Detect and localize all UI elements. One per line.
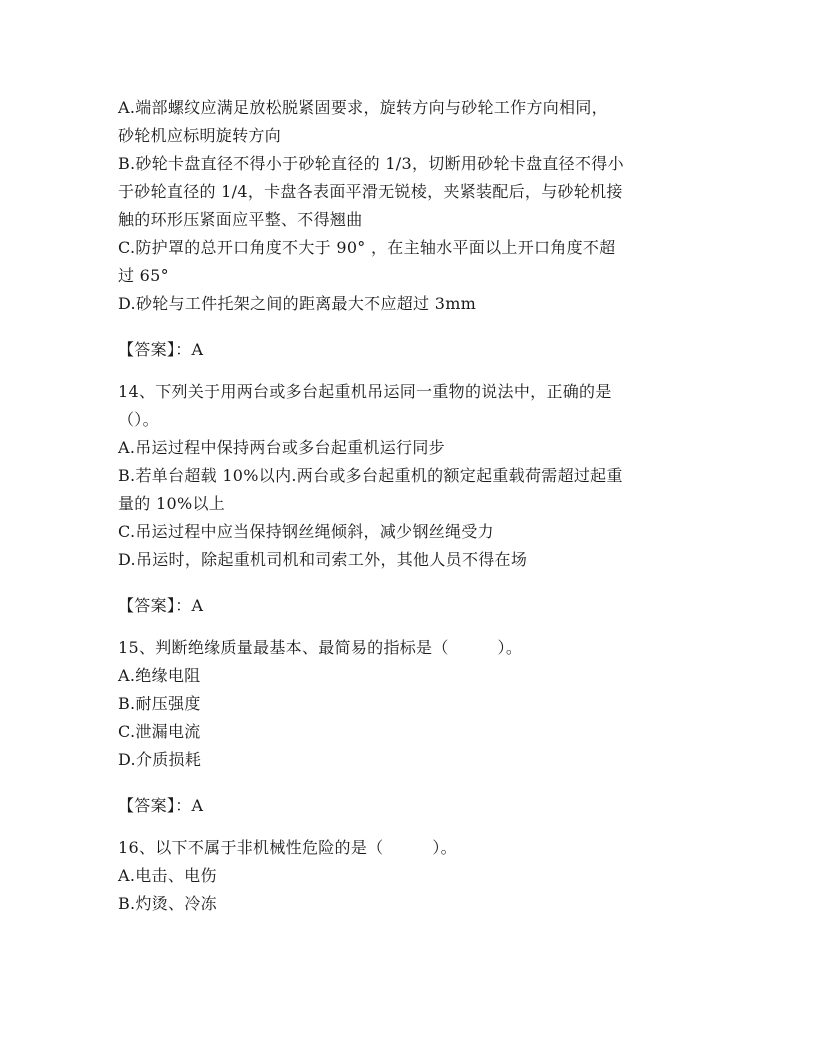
q13-option-b-line1: B.砂轮卡盘直径不得小于砂轮直径的 1/3，切断用砂轮卡盘直径不得小 (118, 154, 624, 173)
q13-answer: 【答案】：A (118, 340, 204, 359)
q14-option-d: D.吊运时，除起重机司机和司索工外，其他人员不得在场 (118, 550, 528, 569)
q13-option-b-line2: 于砂轮直径的 1/4，卡盘各表面平滑无锐棱，夹紧装配后，与砂轮机接 (118, 182, 623, 201)
q13-option-a-line1: A.端部螺纹应满足放松脱紧固要求，旋转方向与砂轮工作方向相同， (118, 98, 608, 117)
q14-option-b-line1: B.若单台超载 10%以内.两台或多台起重机的额定起重载荷需超过起重 (118, 466, 623, 485)
q13-option-a-line2: 砂轮机应标明旋转方向 (118, 126, 282, 145)
q15-option-b: B.耐压强度 (118, 694, 201, 713)
q14-option-c: C.吊运过程中应当保持钢丝绳倾斜，减少钢丝绳受力 (118, 522, 494, 541)
q13-option-c-line2: 过 65° (118, 266, 169, 285)
question-15 (118, 634, 698, 774)
q16-stem: 16、以下不属于非机械性危险的是（ ）。 (118, 838, 457, 857)
q13-option-b-line3: 触的环形压紧面应平整、不得翘曲 (118, 210, 363, 229)
q15-option-c: C.泄漏电流 (118, 722, 201, 741)
q14-stem-line2: （）。 (118, 410, 159, 429)
q14-option-a: A.吊运过程中保持两台或多台起重机运行同步 (118, 438, 445, 457)
document-content (118, 94, 698, 918)
q13-option-d-line1: D.砂轮与工件托架之间的距离最大不应超过 3mm (118, 294, 477, 313)
q16-option-a: A.电击、电伤 (118, 866, 217, 885)
question-14 (118, 378, 698, 574)
q14-stem-line1: 14、下列关于用两台或多台起重机吊运同一重物的说法中，正确的是 (118, 382, 612, 401)
question-16 (118, 834, 698, 918)
q14-answer: 【答案】：A (118, 596, 204, 615)
q15-answer: 【答案】：A (118, 796, 204, 815)
q15-stem: 15、判断绝缘质量最基本、最简易的指标是（ ）。 (118, 638, 523, 657)
q14-option-b-line2: 量的 10%以上 (118, 494, 226, 513)
q16-option-b: B.灼烫、冷冻 (118, 894, 217, 913)
q15-option-a: A.绝缘电阻 (118, 666, 201, 685)
question-13-options (118, 94, 698, 318)
q13-option-c-line1: C.防护罩的总开口角度不大于 90° ，在主轴水平面以上开口角度不超 (118, 238, 616, 257)
q15-option-d: D.介质损耗 (118, 750, 202, 769)
